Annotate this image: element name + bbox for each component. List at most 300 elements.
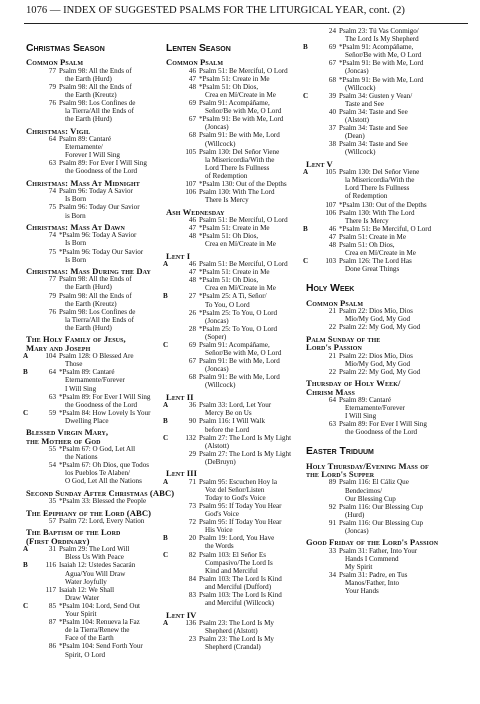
- psalm-title-line: (Soper): [205, 332, 227, 341]
- psalm-title-line: O God, Let All the Nations: [65, 477, 142, 486]
- hymn-number: 23: [188, 635, 196, 644]
- psalm-title: [339, 257, 466, 273]
- psalm-entry: [166, 450, 308, 466]
- hymn-number: 71: [188, 477, 196, 486]
- occasion-heading: [166, 208, 308, 216]
- psalm-entry: [306, 108, 466, 124]
- hymn-number: 46: [328, 224, 336, 233]
- psalm-title-line: Shepherd (Alstott): [205, 627, 258, 636]
- psalm-title: [199, 131, 308, 147]
- hymn-number: 64: [48, 135, 56, 144]
- psalm-title: [199, 450, 308, 466]
- hymn-number: 68: [188, 373, 196, 382]
- psalm-title-line: the Earth (Hurd): [65, 115, 112, 124]
- psalm-title-line: (Joncas): [205, 365, 229, 374]
- hymn-number: 33: [328, 546, 336, 555]
- psalm-entry: [306, 352, 466, 368]
- psalm-entry: [306, 368, 466, 376]
- psalm-title-line: the Nations: [65, 453, 98, 462]
- psalm-title-line: Bless Us With Peace: [65, 553, 124, 562]
- psalm-entry: [23, 408, 166, 425]
- psalm-title: [339, 59, 466, 75]
- psalm-title-line: Psalm 72: Lord, Every Nation: [59, 517, 145, 526]
- psalm-entry: [166, 518, 308, 534]
- occasion-heading-line: Lent II: [166, 391, 194, 402]
- psalm-title-line: Psalm 96: Today A Savior: [59, 187, 133, 196]
- psalm-title-line: Psalm 51: Be Merciful, O Lord: [199, 216, 288, 224]
- psalm-title-line: Psalm 22: Dios Mío, Dios: [339, 351, 413, 360]
- psalm-title: [59, 368, 166, 392]
- psalm-title-line: His Voice: [205, 526, 233, 535]
- psalm-title-line: Psalm 89: For Ever I Will Sing: [339, 420, 427, 429]
- psalm-title-line: los Pueblos Te Alaben/: [65, 469, 130, 478]
- psalm-title-line: Isaiah 12: We Shall: [59, 585, 115, 594]
- psalm-title-line: Psalm 51: Create in Me: [339, 232, 406, 241]
- psalm-title-line: Psalm 116: Our Blessing Cup: [339, 518, 424, 527]
- hymn-number: 34: [328, 571, 336, 580]
- hymn-number: 75: [48, 247, 56, 256]
- occasion-heading: [166, 469, 308, 477]
- psalm-title-line: God's Voice: [205, 510, 239, 519]
- hymn-number: 20: [188, 534, 196, 543]
- psalm-title-line: Kind and Merciful: [205, 566, 258, 575]
- psalm-title-line: la Tierra/All the Ends of: [65, 315, 134, 324]
- occasion-heading: [26, 127, 166, 135]
- psalm-title-line: Psalm 128: O Blessed Are: [59, 352, 134, 361]
- psalm-title: [59, 517, 166, 525]
- psalm-title-line: Psalm 23: The Lord Is My: [199, 635, 274, 644]
- psalm-title-line: Taste and See: [345, 99, 384, 108]
- hymn-number: 77: [48, 275, 56, 284]
- hymn-number: 54: [48, 461, 56, 470]
- psalm-title: [59, 561, 166, 585]
- psalm-entry: [23, 545, 169, 562]
- index-column-3: [303, 27, 466, 596]
- psalm-title-line: *Psalm 89: Cantaré: [59, 368, 115, 377]
- season-heading: Christmas Season: [26, 43, 105, 54]
- occasion-heading-line: Blessed Virgin Mary,: [26, 427, 109, 438]
- psalm-title-line: Agua/You Will Draw: [65, 569, 126, 578]
- psalm-title-line: *Psalm 104: Renueva la Faz: [59, 618, 140, 627]
- psalm-entry: [26, 461, 169, 486]
- hymn-number: 22: [328, 323, 336, 332]
- hymn-number: 69: [328, 43, 336, 52]
- hymn-number: 59: [48, 408, 56, 417]
- hymn-number: 106: [185, 188, 196, 197]
- psalm-title-line: My Spirit: [345, 563, 373, 572]
- psalm-title-line: la Misericordia/With the: [205, 155, 275, 164]
- psalm-title-line: Crea en Mí/Create in Me: [205, 90, 276, 99]
- hymn-number: 87: [48, 618, 56, 627]
- psalm-title-line: Psalm 95: If Today You Hear: [199, 502, 282, 511]
- psalm-title-line: before the Lord: [205, 425, 250, 434]
- year-cycle-marker: B: [23, 561, 28, 570]
- psalm-title: [199, 276, 308, 292]
- psalm-title-line: Voz del Señor/Listen: [205, 485, 265, 494]
- psalm-title-line: Is Born: [65, 195, 87, 204]
- psalm-title: [339, 571, 466, 595]
- occasion-heading-line: Mary and Joseph: [26, 342, 91, 353]
- psalm-title-line: Mercy Be on Us: [205, 409, 252, 418]
- psalm-entry: [166, 180, 308, 188]
- psalm-title-line: la Misericordia/With the: [345, 176, 415, 185]
- year-cycle-marker: B: [23, 368, 28, 377]
- psalm-title: [59, 602, 166, 618]
- hymn-number: 64: [328, 395, 336, 404]
- psalm-title: [199, 434, 308, 450]
- psalm-title-line: Psalm 22: Dios Mío, Dios: [339, 307, 413, 316]
- hymn-number: 74: [48, 187, 56, 196]
- psalm-title-line: (Willcock): [205, 139, 236, 148]
- psalm-title-line: Lord There Is Fullness: [205, 163, 270, 172]
- psalm-title: [59, 292, 166, 308]
- psalm-title-line: (Willcock): [205, 381, 236, 390]
- hymn-number: 57: [48, 517, 56, 526]
- psalm-title-line: Crea en Mí/Create in Me: [205, 240, 276, 249]
- occasion-heading: [166, 393, 308, 401]
- psalm-entry: [166, 325, 308, 341]
- occasion-heading: [26, 528, 166, 545]
- psalm-title: [59, 248, 166, 264]
- hymn-number: 63: [328, 420, 336, 429]
- psalm-title-line: Psalm 31: Father, Into Your: [339, 546, 418, 555]
- psalm-entry: [163, 341, 308, 358]
- hymn-number: 47: [188, 224, 196, 233]
- psalm-title: [199, 619, 308, 635]
- occasion-heading: [26, 334, 169, 353]
- hymn-number: 21: [328, 307, 336, 316]
- psalm-title-line: and Merciful (Dufford): [205, 582, 272, 591]
- psalm-entry: [23, 368, 166, 393]
- psalm-title: [339, 420, 466, 436]
- hymn-number: 47: [188, 268, 196, 277]
- psalm-title: [199, 575, 308, 591]
- occasion-heading: [26, 509, 166, 517]
- psalm-title-line: (Alstott): [345, 116, 370, 125]
- psalm-entry: [306, 323, 466, 331]
- psalm-entry: [26, 135, 166, 159]
- hymn-number: 74: [48, 231, 56, 240]
- psalm-entry: [306, 503, 466, 519]
- occasion-heading-line: (First Ordinary): [26, 535, 90, 546]
- psalm-entry: [306, 420, 466, 436]
- occasion-heading-line: Christmas: Vigil: [26, 125, 91, 136]
- hymn-number: 29: [188, 449, 196, 458]
- psalm-title: [59, 586, 166, 602]
- psalm-entry: [26, 83, 166, 99]
- psalm-title-line: *Psalm 51: Create in Me: [199, 268, 270, 277]
- psalm-entry: [306, 547, 466, 571]
- occasion-heading-line: Lent I: [166, 250, 191, 261]
- psalm-title-line: *Psalm 84: How Lovely Is Your: [59, 408, 151, 417]
- psalm-entry: [166, 373, 308, 389]
- hymn-number: 68: [188, 131, 196, 140]
- year-cycle-marker: A: [23, 352, 29, 361]
- psalm-title: [199, 67, 308, 75]
- hymn-number: 73: [188, 502, 196, 511]
- occasion-heading-line: the Mother of God: [26, 435, 101, 446]
- psalm-title-line: (Dean): [345, 132, 365, 141]
- psalm-title-line: Psalm 103: The Lord Is Kind: [199, 574, 282, 583]
- psalm-title-line: Psalm 98: All the Ends of: [59, 275, 132, 284]
- psalm-entry: [26, 586, 166, 602]
- psalm-entry: [306, 519, 466, 535]
- psalm-title-line: Eternamente/: [65, 143, 103, 152]
- psalm-title-line: *Psalm 130: Out of the Depths: [199, 180, 287, 189]
- psalm-title: [199, 224, 308, 232]
- psalm-entry: [306, 478, 466, 502]
- psalm-title-line: Psalm 27: The Lord Is My Light: [199, 433, 292, 442]
- hymn-number: 116: [45, 561, 56, 570]
- psalm-title-line: There Is Mercy: [345, 216, 389, 225]
- psalm-title-line: Psalm 51: Be Merciful, O Lord: [199, 260, 288, 269]
- psalm-title-line: Psalm 95: If Today You Hear: [199, 518, 282, 527]
- psalm-entry: [306, 233, 466, 241]
- psalm-title-line: (DeBruyn): [205, 457, 236, 466]
- psalm-entry: [26, 292, 166, 308]
- psalm-title: [339, 92, 466, 108]
- psalm-title-line: *Psalm 51: Be Merciful, O Lord: [339, 224, 432, 233]
- psalm-entry: [166, 224, 308, 232]
- psalm-title-line: Draw Water: [65, 593, 100, 602]
- year-cycle-marker: A: [23, 545, 29, 554]
- occasion-heading-line: Second Sunday After Christmas (ABC): [26, 487, 175, 498]
- year-cycle-marker: A: [163, 260, 169, 269]
- psalm-title-line: Your Hands: [345, 587, 379, 596]
- psalm-title: [339, 307, 466, 323]
- psalm-title-line: Psalm 19: Lord, You Have: [199, 534, 275, 543]
- year-cycle-marker: B: [303, 43, 308, 52]
- psalm-title-line: Psalm 31: Padre, en Tus: [339, 571, 408, 580]
- psalm-entry: [166, 575, 308, 591]
- psalm-entry: [303, 91, 466, 108]
- psalm-title-line: Done Great Things: [345, 265, 400, 274]
- psalm-title: [199, 357, 308, 373]
- hymn-number: 107: [325, 200, 336, 209]
- psalm-title-line: *Psalm 25: To You, O Lord: [199, 308, 278, 317]
- psalm-title-line: The Lord Is My Shepherd: [345, 35, 419, 44]
- psalm-title: [199, 635, 308, 651]
- hymn-number: 31: [48, 545, 56, 554]
- hymn-number: 82: [188, 550, 196, 559]
- psalm-title-line: Psalm 116: El Cáliz Que: [339, 478, 409, 487]
- psalm-title-line: Compasivo/The Lord Is: [205, 558, 273, 567]
- psalm-title-line: Psalm 34: Taste and See: [339, 140, 408, 149]
- psalm-title: [339, 396, 466, 420]
- psalm-title: [59, 83, 166, 99]
- hymn-number: 48: [188, 276, 196, 285]
- psalm-entry: [166, 635, 308, 651]
- psalm-entry: [26, 308, 166, 332]
- psalm-title-line: Psalm 51: Oh Dios,: [339, 241, 395, 250]
- psalm-title: [339, 547, 466, 571]
- year-cycle-marker: A: [303, 168, 309, 177]
- psalm-title: [59, 159, 166, 175]
- psalm-entry: [26, 203, 166, 219]
- occasion-heading: [26, 267, 166, 275]
- occasion-heading-line: Common Psalm: [166, 57, 224, 68]
- psalm-title: [59, 352, 166, 368]
- psalm-title: [59, 67, 166, 83]
- psalm-entry: [163, 550, 308, 575]
- psalm-entry: [23, 561, 166, 586]
- psalm-title: [59, 545, 169, 562]
- psalm-title-line: Crea en Mí/Create in Me: [345, 249, 416, 258]
- psalm-title: [199, 502, 308, 518]
- psalm-title-line: *Psalm 104: Send Forth Your: [59, 642, 143, 651]
- psalm-title-line: Psalm 103: El Señor Es: [199, 550, 266, 559]
- occasion-heading-line: Palm Sunday of the: [306, 333, 381, 344]
- hymn-number: 79: [48, 82, 56, 91]
- psalm-entry: [26, 248, 166, 264]
- season-heading: Lenten Season: [166, 43, 231, 54]
- psalm-title: [339, 168, 466, 200]
- psalm-entry: [23, 352, 166, 369]
- year-cycle-marker: C: [163, 550, 169, 559]
- occasion-heading-line: Chrism Mass: [306, 386, 355, 397]
- year-cycle-marker: B: [163, 534, 168, 543]
- season-heading: Holy Week: [306, 283, 355, 295]
- psalm-entry: [166, 232, 308, 248]
- hymn-number: 67: [328, 59, 336, 68]
- psalm-entry: [303, 168, 466, 201]
- occasion-heading: [306, 379, 466, 396]
- hymn-number: 47: [188, 74, 196, 83]
- psalm-title-line: (Willcock): [345, 83, 376, 92]
- occasion-heading-line: Lent III: [166, 468, 198, 479]
- hymn-number: 55: [48, 445, 56, 454]
- psalm-entry: [163, 260, 308, 269]
- occasion-heading-line: Christmas: Mass During the Day: [26, 265, 151, 276]
- psalm-title-line: la Tierra/All the Ends of: [65, 107, 134, 116]
- psalm-title-line: the Goodness of the Lord: [345, 428, 418, 437]
- psalm-entry: [166, 131, 308, 147]
- occasion-heading-line: Thursday of Holy Week/: [306, 378, 401, 389]
- psalm-title: [199, 268, 308, 276]
- psalm-entry: [26, 275, 166, 291]
- psalm-title-line: Psalm 22: My God, My God: [339, 367, 421, 376]
- psalm-title: [339, 352, 466, 368]
- psalm-title: [339, 503, 466, 519]
- psalm-title-line: To You, O Lord: [205, 300, 250, 309]
- psalm-title-line: Those: [65, 360, 83, 369]
- psalm-title: [59, 392, 169, 410]
- psalm-title: [199, 148, 308, 180]
- psalm-title: [199, 417, 308, 433]
- hymn-number: 83: [188, 591, 196, 600]
- year-cycle-marker: C: [163, 341, 169, 350]
- psalm-title-line: Psalm 130: Del Señor Viene: [339, 168, 420, 177]
- psalm-title-line: Psalm 34: Taste and See: [339, 107, 408, 116]
- psalm-title: [339, 225, 466, 233]
- index-column-2: [163, 27, 308, 652]
- psalm-title-line: and Merciful (Willcock): [205, 599, 275, 608]
- psalm-title-line: the Words: [205, 542, 234, 551]
- psalm-title-line: Psalm 116: I Will Walk: [199, 417, 266, 426]
- hymn-number: 132: [185, 433, 196, 442]
- psalm-title-line: *Psalm 67: Oh Dios, que Todos: [59, 461, 150, 470]
- psalm-title-line: Psalm 34: Taste and See: [339, 124, 408, 133]
- psalm-entry: [163, 401, 308, 418]
- hymn-number: 39: [328, 91, 336, 100]
- psalm-entry: [26, 99, 166, 123]
- occasion-heading: [306, 299, 466, 307]
- psalm-title-line: Is Born: [65, 239, 87, 248]
- hymn-number: 79: [48, 291, 56, 300]
- psalm-entry: [26, 187, 166, 203]
- psalm-title-line: is Born: [65, 211, 86, 220]
- psalm-title-line: the Earth (Kreutz): [65, 90, 117, 99]
- psalm-title-line: Psalm 91: Acompáñame,: [199, 99, 270, 108]
- psalm-title-line: the Goodness of the Lord: [65, 167, 138, 176]
- psalm-title-line: Psalm 27: The Lord Is My Light: [199, 449, 292, 458]
- psalm-title-line: Is Born: [65, 255, 87, 264]
- psalm-title-line: Your Spirit: [65, 610, 97, 619]
- psalm-title-line: *Psalm 25: To You, O Lord: [199, 324, 278, 333]
- hymn-number: 90: [188, 417, 196, 426]
- psalm-entry: [306, 201, 466, 209]
- psalm-title-line: Dwelling Place: [65, 416, 109, 425]
- occasion-heading-line: Lent V: [306, 158, 333, 169]
- psalm-title: [199, 373, 308, 389]
- psalm-title: [339, 233, 466, 241]
- hymn-number: 136: [185, 618, 196, 627]
- psalm-title-line: Psalm 96: Today Our Savior: [59, 203, 140, 212]
- hymn-number: 105: [185, 147, 196, 156]
- psalm-title-line: *Psalm 51: Oh Dios,: [199, 232, 259, 241]
- psalm-title: [59, 445, 166, 461]
- psalm-title-line: Eternamente/Forever: [345, 404, 405, 412]
- psalm-title-line: Psalm 89: Cantaré: [339, 395, 392, 404]
- occasion-heading: [26, 487, 175, 498]
- psalm-title: [339, 478, 466, 502]
- psalm-title-line: *Psalm 91: Acompáñame,: [339, 43, 414, 52]
- psalm-title-line: Señor/Be with Me, O Lord: [345, 51, 422, 60]
- page-header: 1076 — INDEX OF SUGGESTED PSALMS FOR THE LITURGICAL YEAR, cont. (2): [26, 5, 405, 16]
- psalm-entry: [303, 224, 466, 233]
- psalm-entry: [166, 276, 308, 292]
- psalm-title: [199, 188, 308, 204]
- hymn-number: 38: [328, 140, 336, 149]
- psalm-entry: [166, 99, 308, 115]
- psalm-entry: [166, 148, 308, 180]
- psalm-entry: [163, 618, 308, 636]
- occasion-heading: [306, 160, 466, 168]
- psalm-title: [59, 409, 166, 425]
- psalm-title-line: Manos/Father, Into: [345, 579, 400, 588]
- psalm-entry: [26, 517, 166, 525]
- psalm-title: [199, 478, 308, 502]
- hymn-number: 107: [185, 180, 196, 189]
- year-cycle-marker: A: [163, 401, 169, 410]
- psalm-title: [199, 180, 308, 188]
- psalm-title: [199, 591, 308, 607]
- psalm-title-line: Psalm 98: All the Ends of: [59, 82, 132, 91]
- hymn-number: 28: [188, 324, 196, 333]
- occasion-heading-line: The Epiphany of the Lord (ABC): [26, 507, 152, 518]
- hymn-number: 22: [328, 367, 336, 376]
- hymn-number: 46: [188, 216, 196, 224]
- year-cycle-marker: A: [163, 618, 169, 627]
- psalm-title: [199, 292, 308, 308]
- hymn-number: 46: [188, 66, 196, 75]
- psalm-title-line: Bendecimos/: [345, 486, 383, 495]
- occasion-heading-line: Lent IV: [166, 609, 197, 620]
- psalm-entry: [306, 307, 466, 323]
- psalm-entry: [163, 534, 308, 551]
- hymn-number: 104: [45, 352, 56, 361]
- hymn-number: 63: [48, 159, 56, 168]
